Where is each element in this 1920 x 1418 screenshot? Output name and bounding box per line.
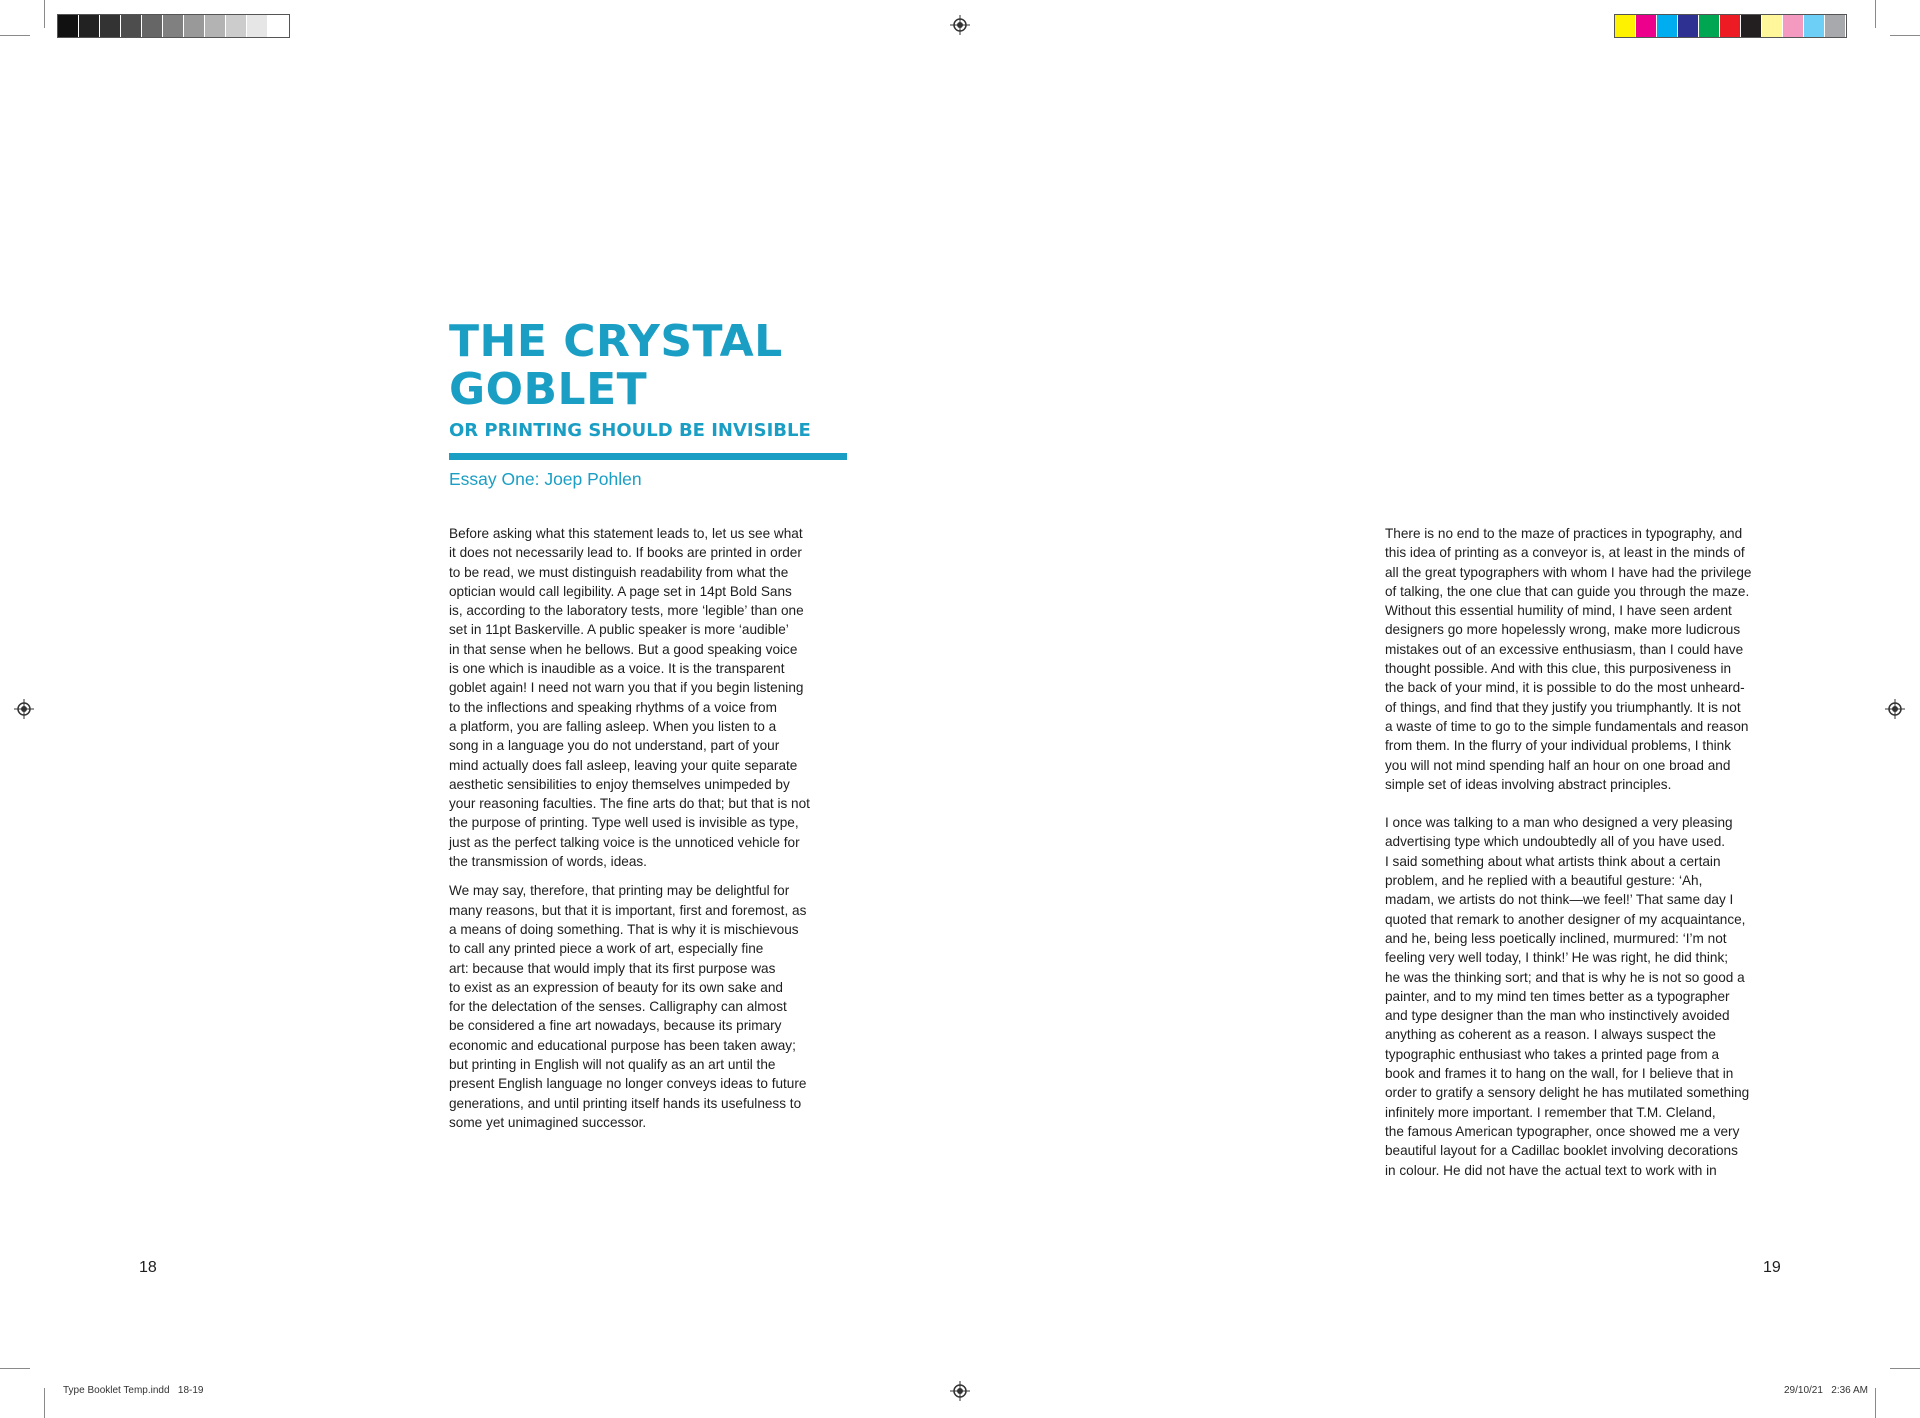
color-swatch bbox=[1636, 15, 1657, 37]
color-swatch bbox=[121, 15, 142, 37]
color-swatch bbox=[1762, 15, 1783, 37]
color-swatch bbox=[1699, 15, 1720, 37]
slug-timestamp: 29/10/21 2:36 AM bbox=[1784, 1385, 1868, 1396]
registration-mark-icon bbox=[14, 699, 34, 719]
left-text-column bbox=[449, 524, 859, 1142]
crop-mark bbox=[1890, 1368, 1920, 1369]
color-swatch bbox=[1825, 15, 1846, 37]
color-swatch bbox=[1783, 15, 1804, 37]
color-swatch bbox=[58, 15, 79, 37]
crop-mark bbox=[44, 0, 45, 28]
crop-mark bbox=[44, 1388, 45, 1418]
color-swatch bbox=[1720, 15, 1741, 37]
color-swatch bbox=[1804, 15, 1825, 37]
registration-mark-icon bbox=[950, 15, 970, 35]
paragraph: I once was talking to a man who designed a very pleasing advertising type which undoubtedly all of you have used. I said something about what artists think about a certain problem, and he replied with a beautiful gesture: ‘Ah, madam, we artists do not think—we feel!’ That same day I quoted that remark to another designer of my acquaintance, and he, being less poetically inclined, murmured: ‘I’m not feeling very well today, I think!’ He was right, he did think; he was the thinking sort; and that is why he is not so good a painter, and to my mind ten times better as a typographer and type designer than the man who instinctively avoided anything as coherent as a reason. I always suspect the typographic enthusiast who takes a printed page from a book and frames it to hang on the wall, for I believe that in order to gratify a sensory delight he has mutilated something infinitely more important. I remember that T.M. Cleland, the famous American typographer, once showed me a very beautiful layout for a Cadillac booklet involving decorations in colour. He did not have the actual text to work with in bbox=[1385, 815, 1750, 1178]
paragraph: There is no end to the maze of practices in typography, and this idea of printing as a conveyor is, at least in the minds of all the great typographers with whom I have had the privilege of talking, the one clue that can guide you through the maze. Without this essential humility of mind, I have seen ardent designers go more hopelessly wrong, make more ludicrous mistakes out of an excessive enthusiasm, than I could have thought possible. And with this clue, this purposiveness in the back of your mind, it is possible to do the most unheard- of things, and find that they justify you triumphantly. It is not a waste of time to go to the simple fundamentals and reason from them. In the flurry of your individual problems, I think you will not mind spending half an hour on one broad and simple set of ideas involving abstract principles. bbox=[1385, 526, 1752, 792]
color-swatch bbox=[247, 15, 268, 37]
page-number-right: 19 bbox=[1763, 1259, 1781, 1276]
color-swatch bbox=[1741, 15, 1762, 37]
grey-color-bar bbox=[57, 14, 290, 38]
paragraph: Before asking what this statement leads to, let us see what it does not necessarily lead to. If books are printed in order to be read, we must distinguish readability from what the optician would call legibility. A page set in 14pt Bold Sans is, according to the laboratory tests, more ‘legible’ than one set in 11pt Baskerville. A public speaker is more ‘audible’ in that sense when he bellows. But a good speaking voice is one which is inaudible as a voice. It is the transparent goblet again! I need not warn you that if you begin listening to the inflections and speaking rhythms of a voice from a platform, you are falling asleep. When you listen to a song in a language you do not understand, part of your mind actually does fall asleep, leaving your quite separate aesthetic sensibilities to enjoy themselves unimpeded by your reasoning faculties. The fine arts do that; but that is not the purpose of printing. Type well used is invisible as type, just as the perfect talking voice is the unnoticed vehicle for the transmission of words, ideas. bbox=[449, 526, 810, 870]
crop-mark bbox=[1875, 0, 1876, 28]
color-swatch bbox=[1615, 15, 1636, 37]
color-swatch bbox=[163, 15, 184, 37]
crop-mark bbox=[0, 35, 30, 36]
color-swatch bbox=[79, 15, 100, 37]
slug-filename: Type Booklet Temp.indd 18-19 bbox=[63, 1385, 204, 1396]
color-swatch bbox=[1678, 15, 1699, 37]
color-swatch bbox=[100, 15, 121, 37]
color-swatch bbox=[184, 15, 205, 37]
essay-title: THE CRYSTAL GOBLET bbox=[449, 316, 783, 415]
color-swatch bbox=[142, 15, 163, 37]
page-number-left: 18 bbox=[139, 1259, 157, 1276]
crop-mark bbox=[1875, 1388, 1876, 1418]
color-swatch bbox=[205, 15, 226, 37]
crop-mark bbox=[1890, 35, 1920, 36]
essay-byline: Essay One: Joep Pohlen bbox=[449, 469, 642, 489]
color-swatch bbox=[1657, 15, 1678, 37]
title-rule bbox=[449, 453, 847, 460]
process-color-bar bbox=[1614, 14, 1847, 38]
registration-mark-icon bbox=[950, 1381, 970, 1401]
color-swatch bbox=[268, 15, 289, 37]
essay-subtitle: OR PRINTING SHOULD BE INVISIBLE bbox=[449, 420, 811, 441]
color-swatch bbox=[226, 15, 247, 37]
registration-mark-icon bbox=[1885, 699, 1905, 719]
crop-mark bbox=[0, 1368, 30, 1369]
paragraph: We may say, therefore, that printing may be delightful for many reasons, but that it is important, first and foremost, as a means of doing something. That is why it is mischievous to call any printed piece a work of art, especially fine art: because that would imply that its first purpose was to exist as an expression of beauty for its own sake and for the delectation of the senses. Calligraphy can almost be considered a fine art nowadays, because its primary economic and educational purpose has been taken away; but printing in English will not qualify as an art until the present English language no longer conveys ideas to future generations, and until printing itself hands its usefulness to some yet unimagined successor. bbox=[449, 883, 807, 1130]
right-text-column bbox=[1385, 524, 1795, 1199]
